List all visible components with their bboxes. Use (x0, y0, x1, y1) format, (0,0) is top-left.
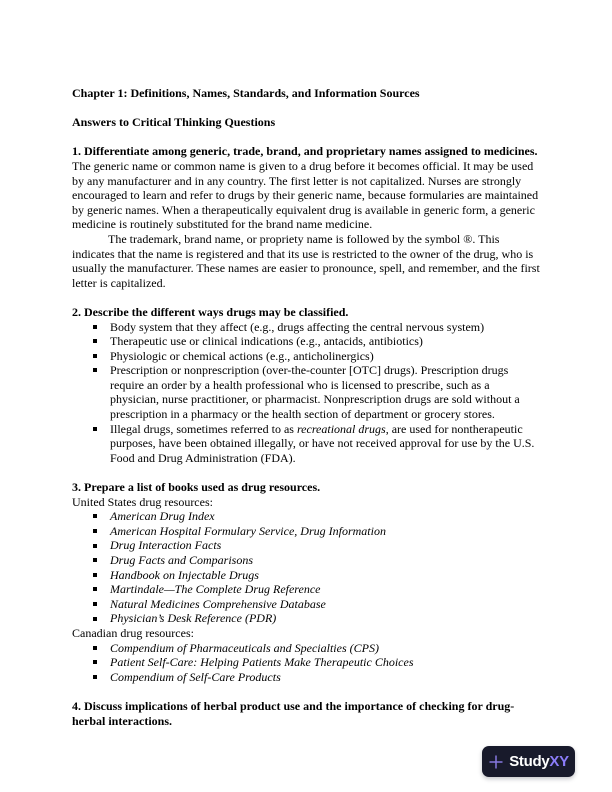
book-title: Handbook on Injectable Drugs (72, 568, 540, 583)
question-2-section (72, 305, 540, 466)
book-title: Natural Medicines Comprehensive Database (72, 597, 540, 612)
question-3-heading: 3. Prepare a list of books used as drug resources. (72, 480, 321, 495)
bullet-text-post: , are used for nontherapeutic purposes, have been obtained illegally, or have not received approval for use by the U.S. Food and Drug Administration (FDA). (110, 421, 535, 465)
question-1-section (72, 144, 540, 290)
document-content (72, 86, 540, 728)
question-3-section (72, 480, 540, 684)
page-subtitle: Answers to Critical Thinking Questions (72, 115, 276, 130)
book-title: American Hospital Formulary Service, Drug Information (72, 524, 540, 539)
ca-resources-label: Canadian drug resources: (72, 625, 194, 640)
question-2-heading: 2. Describe the different ways drugs may be classified. (72, 304, 349, 319)
ca-books-list (72, 641, 540, 685)
classification-list (72, 320, 540, 466)
us-resources-label: United States drug resources: (72, 494, 213, 509)
list-item: Body system that they affect (e.g., drugs affecting the central nervous system) (72, 320, 540, 335)
book-title: Drug Facts and Comparisons (72, 553, 540, 568)
plus-icon (488, 754, 504, 770)
logo-wordmark (509, 754, 569, 769)
book-title: Physician’s Desk Reference (PDR) (72, 611, 540, 626)
question-1-paragraph-1: The generic name or common name is given to a drug before it becomes official. It may be used by any manufacturer and in any country. The first letter is not capitalized. Nurses are strongly encouraged to learn and refer to drugs by their generic name, because formularies are maintained by generic names. When a therapeutically equivalent drug is available in generic form, a generic medicine is routinely substituted for the brand name medicine. (72, 158, 539, 232)
chapter-title: Chapter 1: Definitions, Names, Standards, and Information Sources (72, 86, 420, 100)
book-title: Patient Self-Care: Helping Patients Make Therapeutic Choices (72, 655, 540, 670)
question-1-heading: 1. Differentiate among generic, trade, brand, and proprietary names assigned to medicines. (72, 144, 538, 159)
bullet-text-pre: Illegal drugs, sometimes referred to as (110, 421, 297, 436)
book-title: Martindale—The Complete Drug Reference (72, 582, 540, 597)
book-title: Compendium of Pharmaceuticals and Specialties (CPS) (72, 641, 540, 656)
question-4-heading: 4. Discuss implications of herbal product use and the importance of checking for drug-herbal interactions. (72, 698, 515, 728)
question-4-section (72, 699, 540, 728)
logo-brand-text: Study (509, 753, 550, 770)
book-title: Drug Interaction Facts (72, 538, 540, 553)
studyxy-logo-badge (482, 746, 575, 777)
list-item: Prescription or nonprescription (over-the-counter [OTC] drugs). Prescription drugs require an order by a health professional who is licensed to prescribe, such as a physician, nurse practitioner, or pharmacist. Nonprescription drugs are sold without a prescription in a pharmacy or the health section of department or grocery stores. (72, 363, 540, 421)
logo-accent-text: XY (549, 753, 569, 770)
list-item (72, 422, 540, 466)
question-1-paragraph-2: The trademark, brand name, or propriety name is followed by the symbol ®. This indicates that the name is registered and that its use is restricted to the owner of the drug, who is usually the manufacturer. These names are easier to pronounce, spell, and remember, and the first letter is capitalized. (72, 231, 540, 290)
italic-phrase: recreational drugs (296, 421, 386, 436)
book-title: American Drug Index (72, 509, 540, 524)
us-books-list (72, 509, 540, 626)
list-item: Therapeutic use or clinical indications (e.g., antacids, antibiotics) (72, 334, 540, 349)
book-title: Compendium of Self-Care Products (72, 670, 540, 685)
list-item: Physiologic or chemical actions (e.g., anticholinergics) (72, 349, 540, 364)
